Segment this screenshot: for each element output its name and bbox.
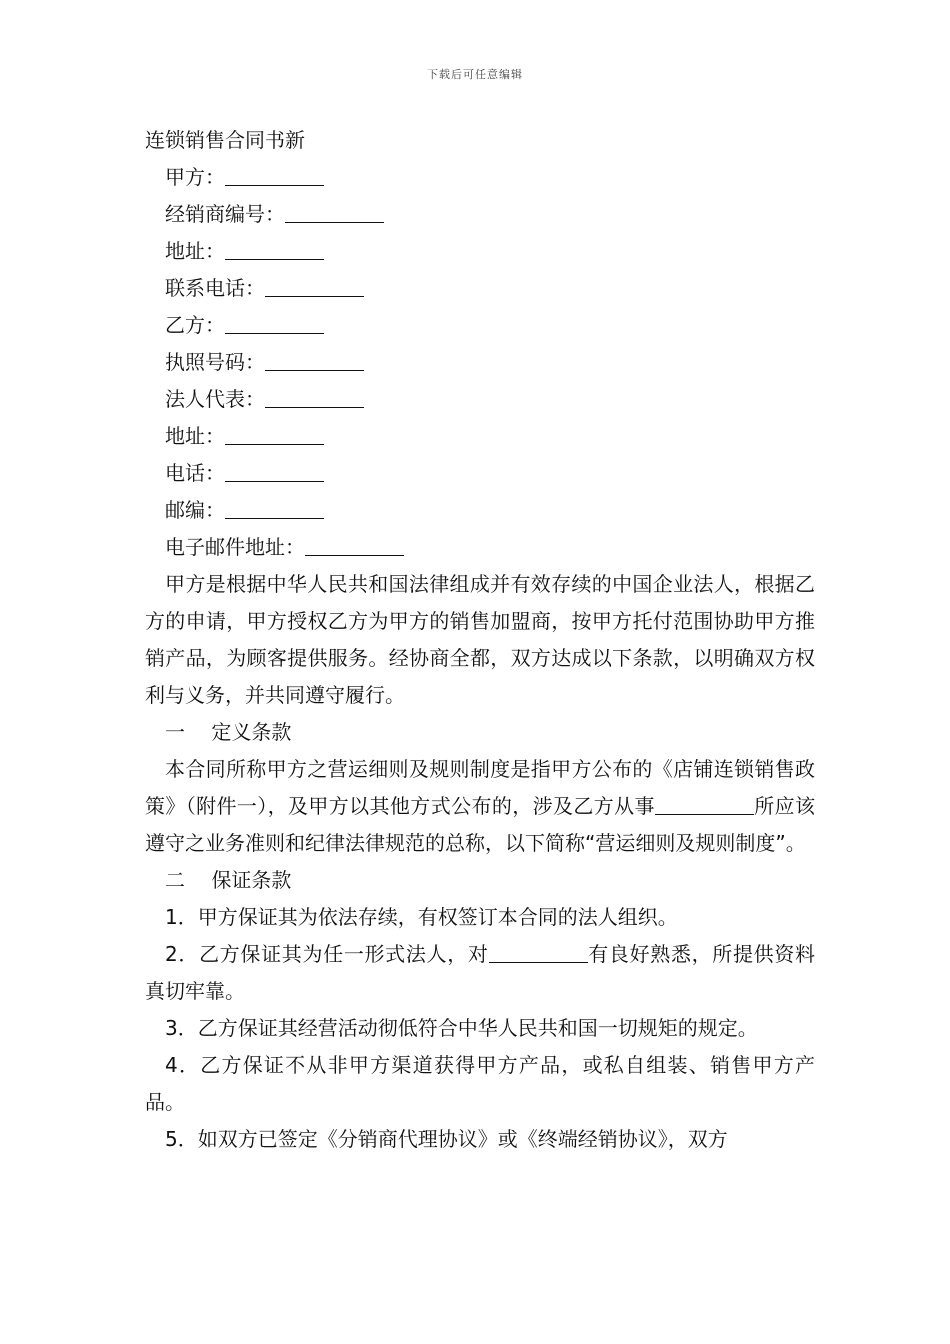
guarantee-item-1: 1．甲方保证其为依法存续，有权签订本合同的法人组织。 bbox=[165, 905, 678, 929]
field-label: 地址： bbox=[165, 239, 225, 263]
header-note: 下载后可任意编辑 bbox=[427, 68, 523, 81]
guarantee-item-2-after: 有良好熟悉，所提供资料真切牢靠。 bbox=[145, 942, 816, 1003]
blank-line bbox=[225, 424, 324, 445]
section-heading-definitions: 一 定义条款 bbox=[165, 720, 292, 744]
guarantee-item-3: 3．乙方保证其经营活动彻低符合中华人民共和国一切规矩的规定。 bbox=[165, 1016, 758, 1040]
blank-line bbox=[225, 239, 324, 260]
guarantee-item-5: 5．如双方已签定《分销商代理协议》或《终端经销协议》，双方 bbox=[165, 1127, 728, 1151]
field-postcode bbox=[145, 492, 815, 529]
blank-line bbox=[225, 313, 324, 334]
field-label: 甲方： bbox=[165, 165, 225, 189]
field-label: 电子邮件地址： bbox=[165, 535, 305, 559]
field-dealer-number bbox=[145, 196, 815, 233]
guarantee-item-4: 4．乙方保证不从非甲方渠道获得甲方产品，或私自组装、销售甲方产品。 bbox=[145, 1053, 815, 1114]
guarantee-item-2-before: 2．乙方保证其为任一形式法人，对 bbox=[165, 942, 489, 966]
field-license-number bbox=[145, 344, 815, 381]
field-address-b bbox=[145, 418, 815, 455]
field-email bbox=[145, 529, 815, 566]
field-label: 地址： bbox=[165, 424, 225, 448]
blank-line bbox=[265, 387, 364, 408]
field-legal-representative bbox=[145, 381, 815, 418]
document-body bbox=[145, 122, 815, 1158]
field-label: 经销商编号： bbox=[165, 202, 285, 226]
blank-line bbox=[489, 942, 588, 963]
blank-line bbox=[305, 535, 404, 556]
field-label: 电话： bbox=[165, 461, 225, 485]
definitions-paragraph bbox=[145, 751, 815, 862]
section-heading-guarantees: 二 保证条款 bbox=[165, 868, 292, 892]
blank-line bbox=[285, 202, 384, 223]
field-address-a bbox=[145, 233, 815, 270]
blank-line bbox=[225, 165, 324, 186]
field-party-b bbox=[145, 307, 815, 344]
field-phone bbox=[145, 455, 815, 492]
field-label: 联系电话： bbox=[165, 276, 265, 300]
definitions-text-before: 本合同所称甲方之营运细则及规则制度是指甲方公布的《店铺连锁销售政策》（附件一），及甲方以其他方式公布的，涉及乙方从事 bbox=[145, 757, 815, 818]
blank-line bbox=[265, 276, 364, 297]
blank-line bbox=[655, 794, 754, 815]
blank-line bbox=[225, 461, 324, 482]
field-contact-phone bbox=[145, 270, 815, 307]
field-label: 邮编： bbox=[165, 498, 225, 522]
field-party-a bbox=[145, 159, 815, 196]
document-title: 连锁销售合同书新 bbox=[145, 128, 305, 152]
field-label: 执照号码： bbox=[165, 350, 265, 374]
guarantee-item-2 bbox=[145, 936, 815, 1010]
intro-paragraph: 甲方是根据中华人民共和国法律组成并有效存续的中国企业法人，根据乙方的申请，甲方授权乙方为甲方的销售加盟商，按甲方托付范围协助甲方推销产品，为顾客提供服务。经协商全都，双方达成以下条款，以明确双方权利与义务，并共同遵守履行。 bbox=[145, 572, 815, 707]
definitions-text-after: 所应该遵守之业务准则和纪律法律规范的总称，以下简称“营运细则及规则制度”。 bbox=[145, 794, 816, 855]
blank-line bbox=[225, 498, 324, 519]
blank-line bbox=[265, 350, 364, 371]
field-label: 乙方： bbox=[165, 313, 225, 337]
field-label: 法人代表： bbox=[165, 387, 265, 411]
